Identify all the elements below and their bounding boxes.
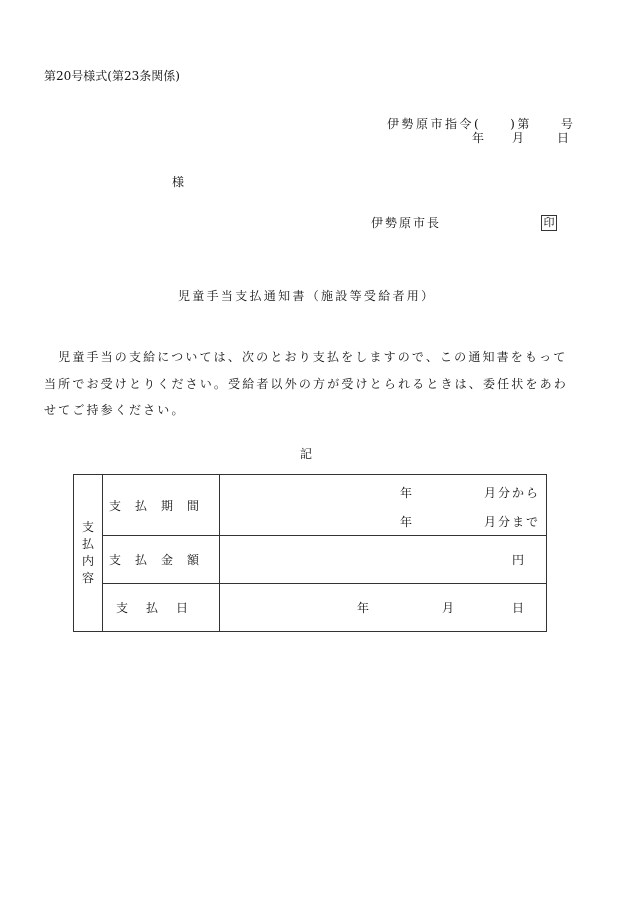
body-line-3: せてご持参ください。 — [44, 403, 186, 417]
payment-content-char: 支 — [81, 520, 94, 534]
amount-label: 支払金額 — [103, 536, 220, 584]
period-from-year: 年 — [400, 486, 413, 500]
ki-heading: 記 — [300, 447, 313, 461]
body-line-2: 当所でお受けとりください。受給者以外の方が受けとられるときは、委任状をあわ — [44, 377, 568, 391]
period-to-month: 月分まで — [484, 515, 541, 529]
amount-value — [220, 536, 547, 584]
amount-unit: 円 — [512, 553, 525, 567]
payment-table — [73, 474, 547, 632]
reference-day: 日 — [557, 131, 570, 145]
payment-content-char: 容 — [81, 571, 94, 585]
period-to-year: 年 — [400, 515, 413, 529]
payment-content-char: 内 — [81, 554, 94, 568]
addressee-suffix: 様 — [172, 175, 185, 189]
seal-mark: 印 — [541, 215, 557, 231]
payment-date-label: 支払日 — [103, 584, 220, 632]
payment-content-char: 払 — [81, 537, 94, 551]
reference-year: 年 — [472, 131, 485, 145]
payment-date-day: 日 — [512, 601, 525, 615]
payment-date-year: 年 — [357, 601, 370, 615]
reference-month: 月 — [512, 131, 525, 145]
payment-date-month: 月 — [442, 601, 455, 615]
period-value — [220, 475, 547, 536]
issuer: 伊勢原市長 — [371, 216, 442, 230]
payment-date-value — [220, 584, 547, 632]
document-title: 児童手当支払通知書（施設等受給者用） — [178, 289, 436, 303]
reference-number: 伊勢原市指令( )第 号 — [387, 117, 576, 131]
form-number: 第20号様式(第23条関係) — [44, 69, 180, 83]
period-from-month: 月分から — [484, 486, 541, 500]
payment-content-label — [74, 475, 103, 632]
period-label: 支払期間 — [103, 475, 220, 536]
body-line-1: 児童手当の支給については、次のとおり支払をしますので、この通知書をもって — [44, 350, 568, 364]
